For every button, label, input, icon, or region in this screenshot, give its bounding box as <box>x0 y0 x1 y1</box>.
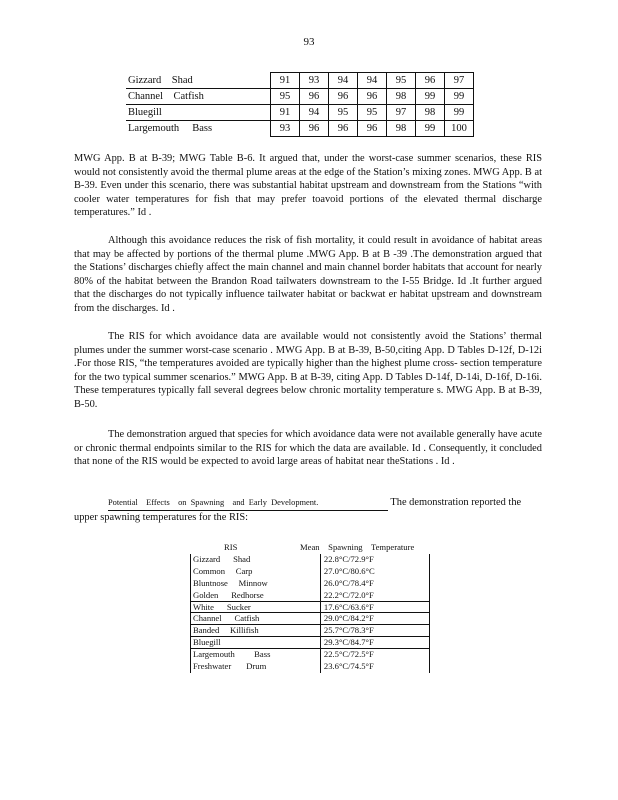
temperature: 27.0°C/80.6°C <box>320 566 429 578</box>
table-cell: 94 <box>329 73 358 89</box>
section-paragraph <box>74 496 542 524</box>
table-cell: 97 <box>445 73 474 89</box>
species-name: Common Carp <box>193 565 253 576</box>
species-name: Largemouth Bass <box>128 123 213 135</box>
species-name: Golden Redhorse <box>191 590 320 602</box>
page-number: 93 <box>303 36 315 48</box>
paragraph-text: The demonstration argued that species for which avoidance data were not available generally have acute or chronic thermal endpoints similar to the RIS for which the data are available. Id . Consequently, it concluded that none of the RIS would be expected to avoid large areas of habitat near theStations . Id . <box>74 429 542 468</box>
temperature: 29.3°C/84.7°F <box>320 637 429 649</box>
table-cell: 98 <box>387 121 416 137</box>
species-name: Bluntnose Minnow <box>193 577 268 588</box>
table-cell: 99 <box>445 89 474 105</box>
table-row <box>191 637 429 649</box>
species-name: Largemouth Bass <box>193 649 271 660</box>
table-header <box>190 542 430 554</box>
table-cell: 94 <box>300 105 329 121</box>
paragraph-text: MWG App. B at B-39; MWG Table B-6. It argued that, under the worst-case summer scenarios, these RIS would not consistently avoid the thermal plume areas at the edge of the Station’s mixing zones. MWG App. B at B-39. Even under this scenario, there was substantial habitat upstream and downstream from the Stations “with cooler water temperatures for fish that may prefer toavoid portions of the elevated thermal discharge temperatures.” Id . <box>74 153 542 219</box>
table-cell: 95 <box>387 73 416 89</box>
table-cell: 96 <box>358 89 387 105</box>
table-cell: 95 <box>358 105 387 121</box>
section-text: The demonstration reported the <box>390 497 522 508</box>
table-cell: 91 <box>271 105 300 121</box>
table-row <box>126 105 474 121</box>
table-cell: 99 <box>445 105 474 121</box>
table-cell: 100 <box>445 121 474 137</box>
table-row <box>126 121 474 137</box>
header-ris: RIS <box>224 542 238 552</box>
table-row <box>191 578 429 590</box>
species-name: White Sucker <box>191 602 320 614</box>
table-cell: 93 <box>271 121 300 137</box>
paragraph-text: Although this avoidance reduces the risk of fish mortality, it could result in avoidance of habitat areas that may be affected by portions of the thermal plume .MWG App. B at B -39 .The demonstration argued that the Stations’ discharges chiefly affect the main channel and main channel border habitats that account for nearly 80% of the habitat between the Brandon Road tailwaters downstream to the I-55 Bridge. Id .It further argued that the discharges do not typically influence tailwater habitat or backwat er habitat upstream and downstream from the discharges. Id . <box>74 235 542 314</box>
paragraph-2 <box>74 234 542 316</box>
temperature: 22.2°C/72.0°F <box>320 590 429 602</box>
table-row <box>126 89 474 105</box>
temperature: 29.0°C/84.2°F <box>320 613 429 625</box>
table-row <box>191 554 429 566</box>
table-cell: 91 <box>271 73 300 89</box>
spawning-temperature-table <box>190 542 430 673</box>
table-cell: 98 <box>387 89 416 105</box>
table-row <box>191 625 429 637</box>
table-cell: 96 <box>300 89 329 105</box>
fish-percentage-table <box>126 72 474 137</box>
temperature: 25.7°C/78.3°F <box>320 625 429 637</box>
table-row <box>191 602 429 614</box>
species-name: Gizzard Shad <box>193 554 251 564</box>
temperature: 22.8°C/72.9°F <box>320 554 429 566</box>
table-cell: 96 <box>329 89 358 105</box>
temperature: 26.0°C/78.4°F <box>320 578 429 590</box>
paragraph-3 <box>74 330 542 412</box>
table-row <box>126 73 474 89</box>
table-cell: 99 <box>416 89 445 105</box>
table-cell: 98 <box>416 105 445 121</box>
table-cell: 96 <box>300 121 329 137</box>
temperature: 22.5°C/72.5°F <box>320 649 429 661</box>
table-cell: 97 <box>387 105 416 121</box>
table-row <box>191 590 429 602</box>
section-heading: Potential Effects on Spawning and Early Development. <box>108 496 388 511</box>
species-name: Channel Catfish <box>191 613 320 625</box>
species-name: Channel Catfish <box>126 89 271 105</box>
species-name: Banded Killifish <box>191 625 320 637</box>
species-name: Bluegill <box>191 637 320 649</box>
header-temperature: Mean Spawning Temperature <box>300 542 415 552</box>
table-row <box>191 661 429 673</box>
table-cell: 99 <box>416 121 445 137</box>
paragraph-1 <box>74 152 542 220</box>
temperature: 23.6°C/74.5°F <box>320 661 429 673</box>
table-row <box>191 613 429 625</box>
table-cell: 94 <box>358 73 387 89</box>
table-row <box>191 566 429 578</box>
section-continuation: upper spawning temperatures for the RIS: <box>74 511 248 523</box>
table-cell: 96 <box>329 121 358 137</box>
temperature: 17.6°C/63.6°F <box>320 602 429 614</box>
table-cell: 95 <box>329 105 358 121</box>
species-name: Gizzard Shad <box>126 73 271 89</box>
table-cell: 96 <box>358 121 387 137</box>
table-body <box>190 554 430 673</box>
table-cell: 95 <box>271 89 300 105</box>
paragraph-4 <box>74 428 542 469</box>
paragraph-text: The RIS for which avoidance data are available would not consistently avoid the Stations’ thermal plumes under the summer worst-case scenario . MWG App. B at B-39, B-50,citing App. D Tables D-12f, D-12i .For those RIS, “the temperatures avoided are typically higher than the highest plume cross- section temperature for the two typical summer scenarios.” MWG App. B at B-39, citing App. D Tables D-14f, D-14i, D-16f, D-16i. These temperatures typically fall several degrees below chronic mortality temperature s. MWG App. B at B-39, B-50. <box>74 331 542 410</box>
species-name: Bluegill <box>126 105 271 121</box>
species-name: Freshwater Drum <box>193 661 267 672</box>
table-cell: 93 <box>300 73 329 89</box>
table-cell: 96 <box>416 73 445 89</box>
table-row <box>191 649 429 661</box>
